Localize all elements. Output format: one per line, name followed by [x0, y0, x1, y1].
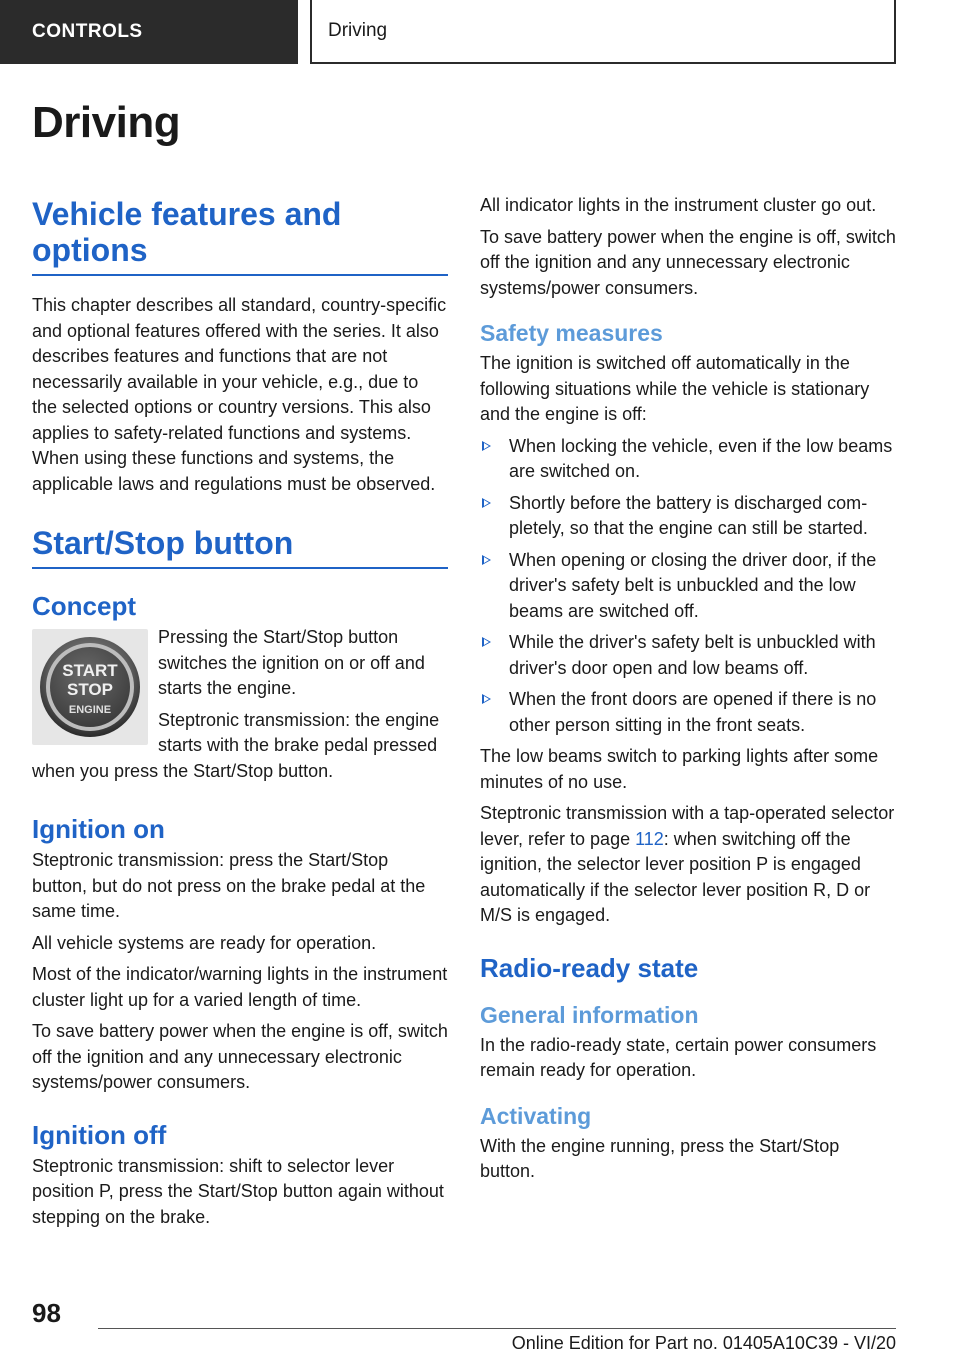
triangle-bullet-icon	[482, 694, 491, 704]
concept-p2: Steptronic transmission: the engine starts with the brake pedal pressed when you press the Start/Stop button.	[32, 709, 440, 781]
list-item	[480, 687, 896, 738]
steptronic-pre: Steptronic transmission with a tap-operated selector lever, refer to page	[480, 803, 895, 849]
list-item-text: While the driver's safety belt is unbuckled with driver's door open and low beams off.	[509, 632, 876, 678]
start-label: START	[62, 661, 118, 680]
triangle-bullet-icon	[482, 498, 491, 508]
concept-p1: Pressing the Start/Stop button switches the ignition on or off and starts the engine.	[158, 627, 425, 698]
stop-label: STOP	[67, 680, 113, 699]
triangle-bullet-icon	[482, 441, 491, 451]
header-chapter-label	[310, 0, 896, 64]
activating-heading: Activating	[480, 1102, 592, 1129]
vehicle-features-heading: Vehicle features and options	[32, 196, 448, 276]
header-section-label	[0, 0, 298, 64]
left-column	[32, 190, 448, 1236]
list-item	[480, 630, 896, 681]
safety-list	[480, 434, 896, 739]
start-stop-heading: Start/Stop button	[32, 525, 448, 569]
header-chapter-text: Driving	[328, 20, 388, 41]
right-p1: All indicator lights in the instrument cluster go out.	[480, 195, 877, 215]
steptronic-post: : when switching off the ignition, the selector lever position P is engaged automatically if the selector lever position R, D or M/S is engaged.	[480, 828, 871, 925]
general-information-heading: General information	[480, 1001, 699, 1028]
right-column	[480, 193, 896, 1191]
list-item	[480, 548, 896, 625]
list-item-text: Shortly before the battery is discharged completely, so that the engine can still be started.	[509, 492, 868, 538]
engine-label: ENGINE	[68, 704, 112, 716]
ignition-on-p3: Most of the indicator/warning lights in the instrument cluster light up for a varied length of time.	[32, 964, 448, 1010]
header-section-text: CONTROLS	[32, 21, 143, 42]
ignition-off-heading: Ignition off	[32, 1119, 167, 1150]
general-information-text: In the radio-ready state, certain power consumers remain ready for operation.	[480, 1034, 877, 1080]
start-stop-button-image	[32, 629, 148, 745]
footer-edition: Online Edition for Part no. 01405A10C39 - VI/20	[511, 1333, 896, 1353]
ignition-on-heading: Ignition on	[32, 814, 165, 844]
ignition-off-p1: Steptronic transmission: shift to selector lever position P, press the Start/Stop button again without stepping on the brake.	[32, 1155, 444, 1227]
start-stop-button-icon	[32, 629, 148, 745]
footer-divider	[98, 1328, 896, 1329]
page-title: Driving	[32, 98, 181, 147]
concept-block	[32, 625, 448, 790]
safety-intro: The ignition is switched off automatically in the following situations while the vehicle is stationary and the engine is off:	[480, 353, 870, 424]
triangle-bullet-icon	[482, 555, 491, 565]
list-item	[480, 434, 896, 485]
ignition-on-p2: All vehicle systems are ready for operation.	[32, 932, 377, 953]
list-item-text: When the front doors are opened if there is no other person sitting in the front seats.	[509, 689, 877, 735]
radio-ready-heading: Radio-ready state	[480, 952, 699, 983]
page-number: 98	[32, 1298, 61, 1328]
concept-heading: Concept	[32, 591, 136, 621]
activating-text: With the engine running, press the Start/Stop button.	[480, 1135, 840, 1181]
safety-after: The low beams switch to parking lights after some minutes of no use.	[480, 746, 879, 792]
right-p2: To save battery power when the engine is off, switch off the ignition and any unnecessary electronic systems/power consumers.	[480, 226, 896, 298]
steptronic-paragraph	[480, 801, 896, 929]
ignition-on-p4: To save battery power when the engine is off, switch off the ignition and any unnecessary electronic systems/power consumers.	[32, 1021, 448, 1092]
list-item-text: When opening or closing the driver door, if the driver's safety belt is unbuckled and the low beams are switched off.	[509, 549, 877, 621]
page-reference-link[interactable]: 112	[635, 828, 664, 849]
ignition-on-p1: Steptronic transmission: press the Start/Stop button, but do not press on the brake pedal at the same time.	[32, 850, 426, 921]
vehicle-features-text: This chapter describes all standard, country-specific and optional features offered with the series. It also describes features and functions that are not necessarily available in your vehicle, e.g., due to the selected options or country versions. This also applies to safety-related functions and systems. When using these functions and systems, the applicable laws and regulations must be observed.	[32, 295, 447, 494]
triangle-bullet-icon	[482, 637, 491, 647]
list-item-text: When locking the vehicle, even if the low beams are switched on.	[509, 435, 893, 481]
list-item	[480, 491, 896, 542]
safety-measures-heading: Safety measures	[480, 320, 663, 346]
